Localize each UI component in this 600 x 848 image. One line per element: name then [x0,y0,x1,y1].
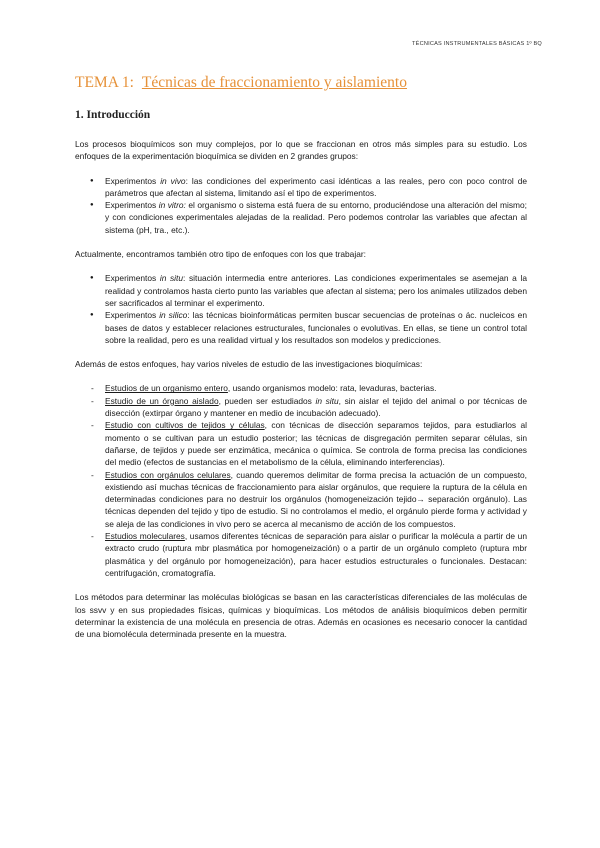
chapter-title-prefix: TEMA 1: [75,74,134,91]
list-item: ● Experimentos in vivo: las condiciones del experimento casi idénticas a las reales, pero con poco control de parámetros que afectan al sistema, limitando así el tipo de experimentos. [75,175,527,200]
approaches-list [75,175,527,236]
running-header: TÉCNICAS INSTRUMENTALES BÁSICAS 1º BQ [412,41,542,47]
list-item: ● Experimentos in vitro: el organismo o sistema está fuera de su entorno, produciéndose una alteración del mismo; y con condiciones experimentales alejadas de la realidad. Pero podemos controlar las variables que afectan al sistema (pH, tra., etc.). [75,199,527,236]
list-item: ● Experimentos in situ: situación intermedia entre anteriores. Las condiciones experimentales se asemejan a la realidad y controlamos hasta cierto punto las variables que afectan al sistema; pero los animales utilizados deben ser sacrificados al terminar el experimento. [75,272,527,309]
body-content [75,138,527,652]
intro-paragraph: Los procesos bioquímicos son muy complejos, por lo que se fraccionan en otros más simples para su estudio. Los enfoques de la experimentación bioquímica se dividen en 2 grandes grupos: [75,139,527,162]
list-item: - Estudios con orgánulos celulares, cuando queremos delimitar de forma precisa la actuación de un compuesto, existiendo así muchas técnicas de fraccionamiento para aislar orgánulos, que requiere la ruptura de la célula en determinadas condiciones para no destruir los orgánulos (homogeneización tejido→ separación orgánulo). Las técnicas dependen del tejido y tipo de estudio. Si no controlamos el medio, el orgánulo pierde forma y actividad y se aleja de las condiciones in vivo pero se acerca al mecanismo de acción de los compuestos. [75,469,527,530]
list-item: - Estudio con cultivos de tejidos y células, con técnicas de disección separamos tejidos, para estudiarlos al momento o se cultivan para un estudio posterior; las técnicas de disgregación permiten separar células, sin dañarse, de tejidos y puede ser enzimática, mecánica o química. Se controla de forma precisa las condiciones del medio (efectos de sustancias en el metabolismo de la célula, eliminando interferencias). [75,419,527,468]
list-item: - Estudios moleculares, usamos diferentes técnicas de separación para aislar o purificar la molécula a partir de un extracto crudo (ruptura mbr plasmática por homogeneización) o a partir de un orgánulo completo (ruptura mbr plasmática y del orgánulo por homogeneización), para hacer estudios estructurales o funcionales. Destacan: centrifugación, cromatografía. [75,530,527,579]
list-item: - Estudios de un organismo entero, usando organismos modelo: rata, levaduras, bacterias. [75,382,527,394]
levels-list [75,382,527,579]
list-item: ● Experimentos in silico: las técnicas bioinformáticas permiten buscar secuencias de proteínas o ác. nucleicos en bases de datos y establecer relaciones estructurales, funcionales o evolutivas. En ellas, se tiene un control total sobre la realidad, pero es una realidad virtual y los resultados son modelos y predicciones. [75,309,527,346]
list-item: - Estudio de un órgano aislado, pueden ser estudiados in situ, sin aislar el tejido del animal o por técnicas de disección (extirpar órgano y mantener en medio de incubación adecuado). [75,395,527,420]
chapter-title-subtitle: Técnicas de fraccionamiento y aislamiento [141,74,407,91]
closing-paragraph: Los métodos para determinar las moléculas biológicas se basan en las características diferenciales de las moléculas de los ssvv y en sus propiedades físicas, químicas y bioquímicas. Los métodos de análisis bioquímicos deben permitir determinar la existencia de una molécula en presencia de otras. Además en ocasiones es necesario conocer la cantidad de una biomolécula determinada presente en la muestra. [75,592,527,640]
actualmente-paragraph: Actualmente, encontramos también otro tipo de enfoques con los que trabajar: [75,249,366,260]
section-heading: 1. Introducción [75,109,151,121]
other-approaches-list [75,272,527,346]
levels-intro-paragraph: Además de estos enfoques, hay varios niveles de estudio de las investigaciones bioquímicas: [75,359,423,370]
chapter-title [75,74,407,92]
